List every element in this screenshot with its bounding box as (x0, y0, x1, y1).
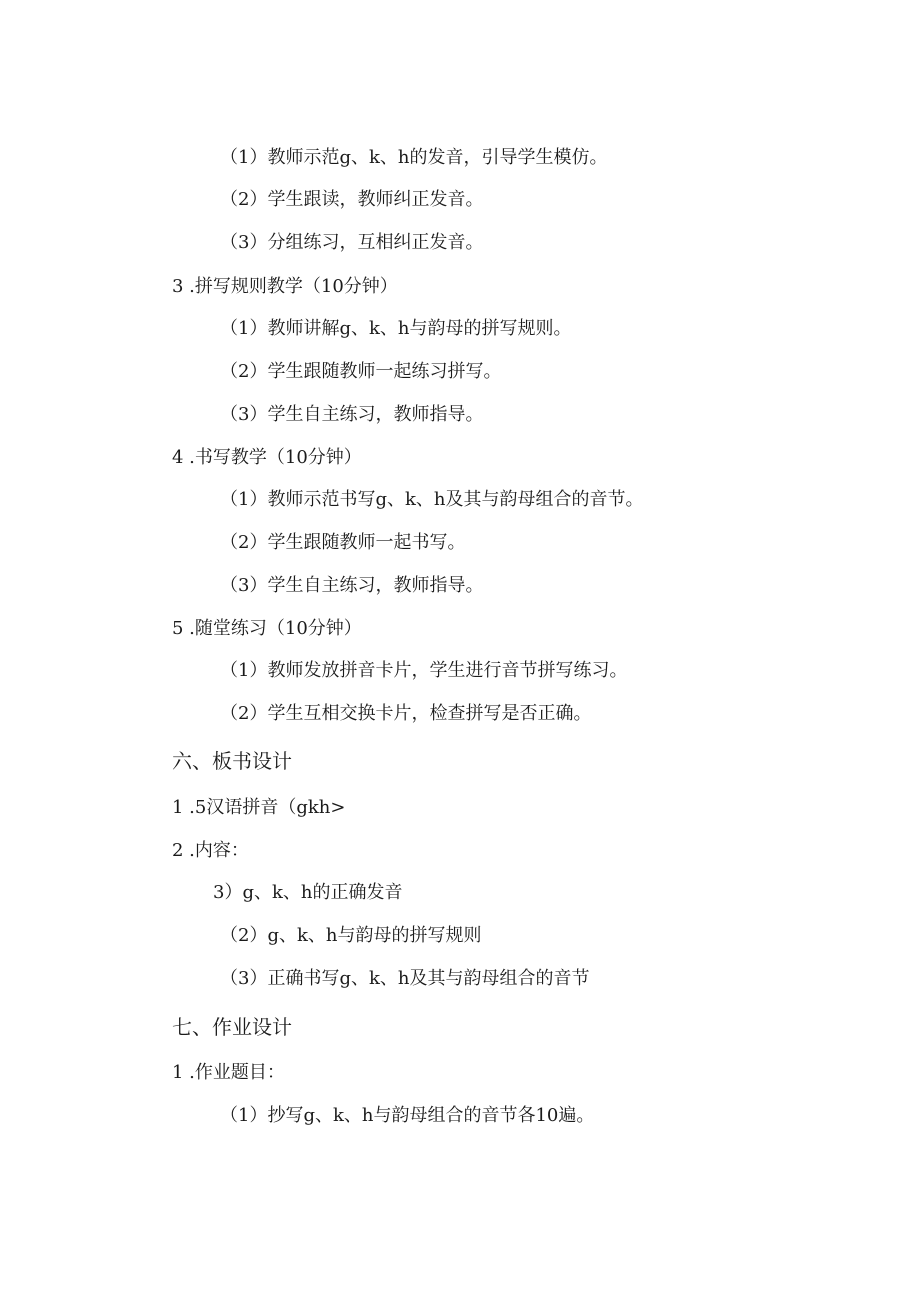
section-heading: 七、作业设计 (172, 1015, 292, 1039)
section-item: 1 .作业题目： (172, 1062, 285, 1083)
text-line: （2）学生互相交换卡片，检查拼写是否正确。 (220, 703, 592, 724)
text-line: （1）抄写g、k、h与韵母组合的音节各10遍。 (220, 1105, 595, 1126)
text-line: 3）g、k、h的正确发音 (213, 882, 403, 903)
text-line: （3）分组练习，互相纠正发音。 (220, 232, 484, 253)
text-line: （1）教师示范g、k、h的发音，引导学生模仿。 (220, 147, 608, 168)
text-line: （3）学生自主练习，教师指导。 (220, 404, 484, 425)
section-heading: 六、板书设计 (172, 749, 292, 773)
text-line: （3）学生自主练习，教师指导。 (220, 575, 484, 596)
section-item: 4 .书写教学（10分钟） (172, 447, 362, 468)
text-line: （2）学生跟随教师一起书写。 (220, 532, 466, 553)
section-item: 3 .拼写规则教学（10分钟） (172, 276, 398, 297)
section-item: 2 .内容： (172, 840, 249, 861)
text-line: （2）学生跟读，教师纠正发音。 (220, 189, 484, 210)
text-line: （1）教师示范书写g、k、h及其与韵母组合的音节。 (220, 489, 644, 510)
text-line: （2）g、k、h与韵母的拼写规则 (220, 925, 482, 946)
text-line: （2）学生跟随教师一起练习拼写。 (220, 361, 502, 382)
section-item: 1 .5汉语拼音（gkh> (172, 797, 346, 818)
section-item: 5 .随堂练习（10分钟） (172, 618, 362, 639)
text-line: （3）正确书写g、k、h及其与韵母组合的音节 (220, 968, 590, 989)
text-line: （1）教师讲解g、k、h与韵母的拼写规则。 (220, 318, 572, 339)
text-line: （1）教师发放拼音卡片，学生进行音节拼写练习。 (220, 660, 628, 681)
